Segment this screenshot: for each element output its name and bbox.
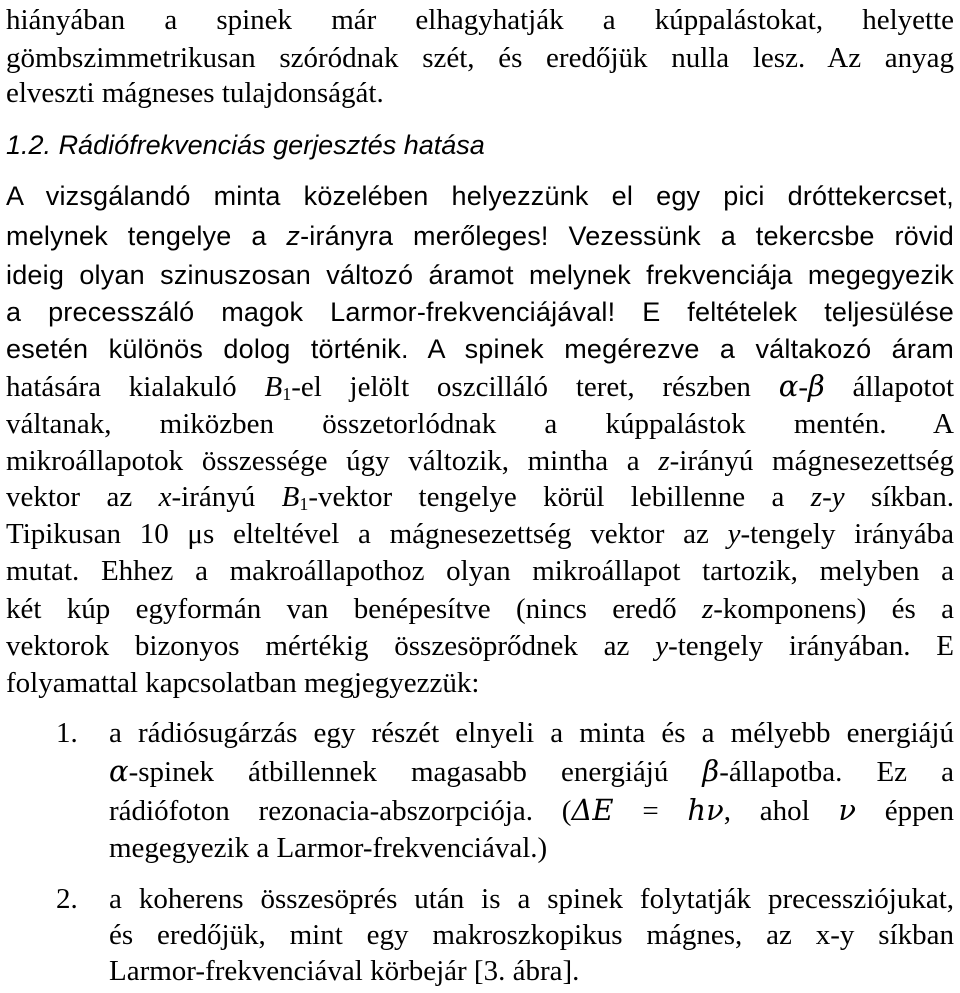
list-item-1-number: 1. [56,717,78,749]
para2-line1: A vizsgálandó minta közelében helyezzünk el egy pici dróttekercset, [6,181,954,211]
formula-delta-e: ΔE [571,793,614,827]
section-title: Rádiófrekvenciás gerjesztés hatása [58,130,485,160]
para2-line2: melynek tengelye a z-irányra merőleges! Vezessünk a tekercsbe rövid [6,221,954,251]
para2-line7: váltanak, miközben összetorlódnak a kúppalástok mentén. A [6,408,954,440]
para2-line3: ideig olyan szinuszosan változó áramot melynek frekvenciája megegyezik [6,260,954,290]
list-item-1-line1: a rádiósugárzás egy részét elnyeli a minta és a mélyebb energiájú [109,717,954,749]
para2-line14: folyamattal kapcsolatban megjegyezzük: [6,667,480,699]
para1-line3: elveszti mágneses tulajdonságát. [6,77,384,109]
para2-line11: mutat. Ehhez a makroállapothoz olyan mikroállapot tartozik, melyben a [6,555,954,587]
para2-line10: Tipikusan 10 μs elteltével a mágnesezettség vektor az y-tengely irányába [6,518,955,550]
para2-line8: mikroállapotok összessége úgy változik, mintha a z-irányú mágnesezettség [6,445,954,477]
list-item-1-line2: α-spinek átbillennek magasabb energiájú β-állapotba. Ez a [109,754,954,788]
list-item-1-line3: rádiófoton rezonacia-abszorpciója. (ΔE = hν, ahol ν éppen [109,793,954,827]
list-item-2-line1: a koherens összesöprés után is a spinek folytatják precessziójukat, [109,883,954,915]
para2-line12: két kúp egyformán van benépesítve (nincs eredő z-komponens) és a [6,593,955,625]
para2-line6: hatására kialakuló $B_1-el$ jelölt oszcilláló teret, részben α-β állapotot [6,369,954,404]
para2-line13: vektorok bizonyos mértékig összesöprődnek az y-tengely irányában. E [6,630,954,662]
section-heading [6,125,485,165]
para1-line2: gömbszimmetrikusan szóródnak szét, és eredőjük nulla lesz. Az anyag [6,42,954,74]
list-item-2-line3: Larmor-frekvenciával körbejár [3. ábra]. [109,955,580,987]
section-number: 1.2. [6,130,52,160]
para2-line5: esetén különös dolog történik. A spinek megérezve a váltakozó áram [6,334,954,364]
list-item-2-number: 2. [56,883,78,915]
para1-line1: hiányában a spinek már elhagyhatják a kúppalástokat, helyette [6,4,954,36]
list-item-2-line2: és eredőjük, mint egy makroszkopikus mágnes, az x-y síkban [109,919,954,951]
para2-line9: vektor az x-irányú $B_1$-vektor tengelye körül lebillenne a z-y síkban. [6,481,955,514]
list-item-1-line4: megegyezik a Larmor-frekvenciával.) [109,832,548,864]
formula-h-nu: hν [687,793,724,827]
para2-line4: a precesszáló magok Larmor-frekvenciájával! E feltételek teljesülése [6,297,954,327]
